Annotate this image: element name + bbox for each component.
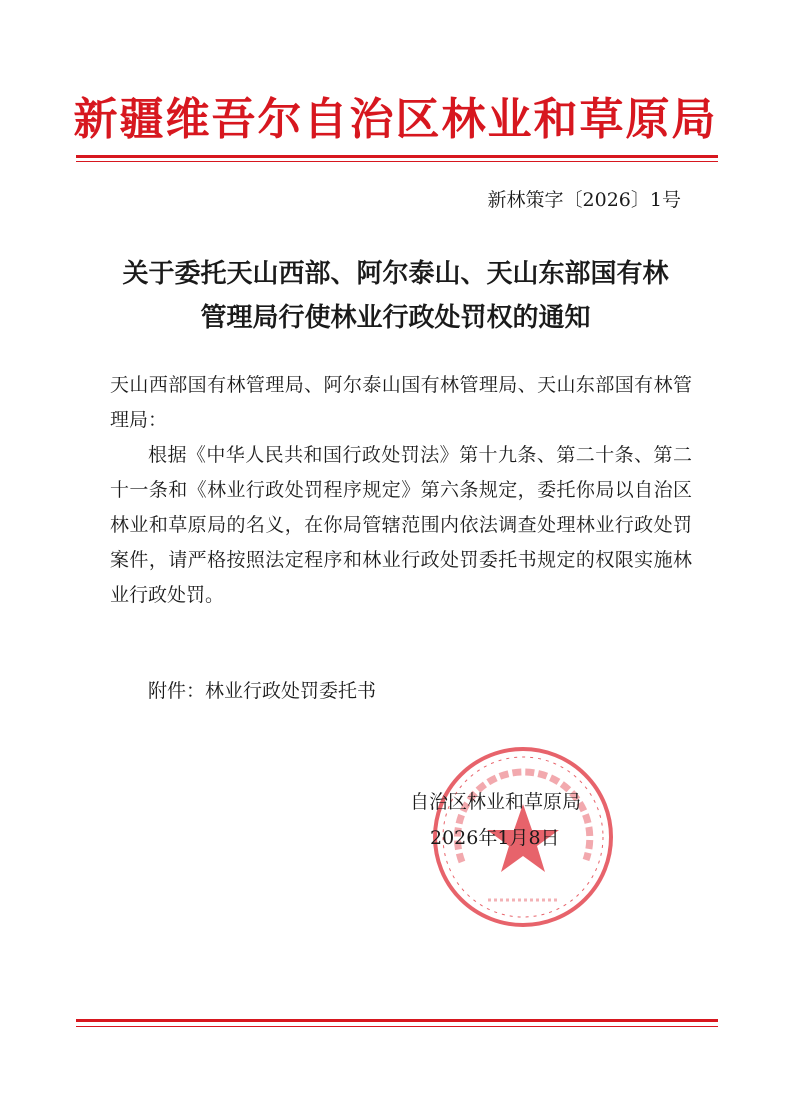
footer-rule-thick xyxy=(76,1019,718,1022)
issuer-name: 自治区林业和草原局 xyxy=(410,791,582,813)
main-paragraph: 根据《中华人民共和国行政处罚法》第十九条、第二十条、第二十一条和《林业行政处罚程序规定》第六条规定，委托你局以自治区林业和草原局的名义，在你局管辖范围内依法调查处理林业行政处罚案件，请严格按照法定程序和林业行政处罚委托书规定的权限实施林业行政处罚。 xyxy=(110,444,692,606)
notice-body xyxy=(110,368,692,613)
footer-rule-thin xyxy=(76,1026,718,1027)
addressee: 天山西部国有林管理局、阿尔泰山国有林管理局、天山东部国有林管理局： xyxy=(110,374,692,431)
header-rule-thick xyxy=(76,155,718,158)
header-rule-thin xyxy=(76,161,718,162)
agency-header-title: 新疆维吾尔自治区林业和草原局 xyxy=(73,94,718,145)
issue-date: 2026年1月8日 xyxy=(430,827,560,849)
signature-block xyxy=(410,784,610,856)
notice-title-line-2: 管理局行使林业行政处罚权的通知 xyxy=(200,303,591,333)
document-number: 新林策字〔2026〕1号 xyxy=(487,189,681,211)
attachment-line: 附件：林业行政处罚委托书 xyxy=(148,680,377,702)
notice-title xyxy=(60,252,731,340)
notice-title-line-1: 关于委托天山西部、阿尔泰山、天山东部国有林 xyxy=(122,259,669,289)
